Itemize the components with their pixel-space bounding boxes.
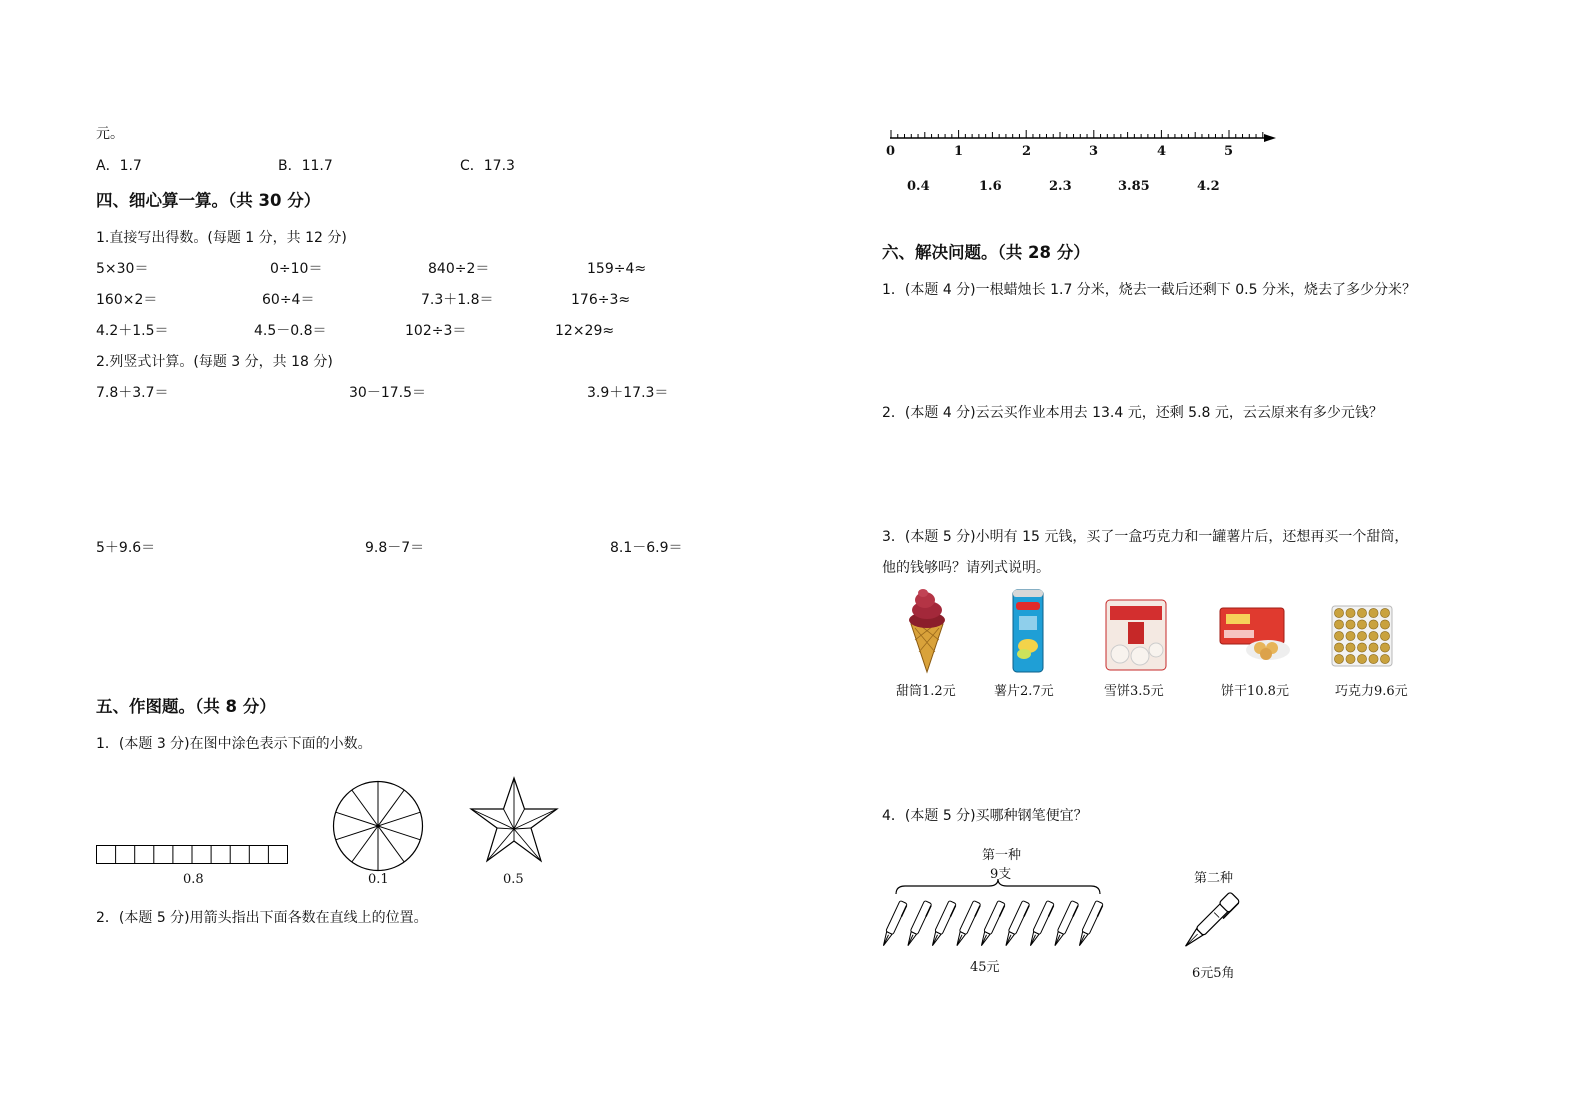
vertical-calc-item: 5＋9.6＝: [96, 540, 156, 556]
chocolate-ball: [1380, 620, 1389, 629]
section-5-q1: 1．(本题 3 分)在图中涂色表示下面的小数。: [96, 736, 372, 752]
chocolate-ball: [1346, 608, 1355, 617]
chocolate-ball: [1346, 620, 1355, 629]
calc-item: 159÷4≈: [587, 261, 647, 277]
pen-icon: [904, 900, 932, 947]
ice-cream-cone-icon: [905, 588, 949, 674]
calc-item: 0÷10＝: [270, 261, 323, 277]
section-5-title: 五、作图题。（共 8 分）: [96, 697, 276, 716]
chocolate-ball: [1357, 631, 1366, 640]
chocolate-ball: [1380, 631, 1389, 640]
chocolate-ball: [1369, 631, 1378, 640]
number-line-tick-label: 2: [1022, 144, 1032, 159]
section-4-title: 四、细心算一算。（共 30 分）: [96, 191, 321, 210]
product-label: 巧克力9.6元: [1335, 684, 1408, 699]
calc-item: 176÷3≈: [571, 292, 631, 308]
pens-group-icon: [880, 898, 1104, 952]
pen-type-1-label: 第一种: [982, 848, 1022, 863]
calc-item: 840÷2＝: [428, 261, 490, 277]
calc-item: 12×29≈: [555, 323, 615, 339]
section-4-q1-title: 1.直接写出得数。(每题 1 分，共 12 分): [96, 230, 347, 246]
section-6-q2: 2．(本题 4 分)云云买作业本用去 13.4 元，还剩 5.8 元，云云原来有多少元钱？: [882, 405, 1383, 421]
calc-item: 60÷4＝: [262, 292, 315, 308]
pen-type-1-price: 45元: [970, 960, 1000, 975]
chocolate-ball: [1357, 654, 1366, 663]
number-line-tick-label: 4: [1157, 144, 1167, 159]
number-to-mark: 2.3: [1049, 179, 1072, 194]
vertical-calc-item: 9.8－7＝: [365, 540, 425, 556]
pen-icon: [929, 900, 957, 947]
chocolate-ball: [1357, 620, 1366, 629]
calc-item: 160×2＝: [96, 292, 158, 308]
option-b: B．11.7: [278, 158, 333, 174]
product-label: 雪饼3.5元: [1104, 684, 1164, 699]
chocolate-ball: [1369, 654, 1378, 663]
chocolate-ball: [1334, 654, 1343, 663]
chocolate-ball: [1369, 643, 1378, 652]
number-to-mark: 4.2: [1197, 179, 1220, 194]
section-6-title: 六、解决问题。（共 28 分）: [882, 243, 1090, 262]
pen-icon: [978, 900, 1006, 947]
vertical-calc-item: 3.9＋17.3＝: [587, 385, 669, 401]
product-label: 甜筒1.2元: [896, 684, 956, 699]
chocolate-ball: [1369, 620, 1378, 629]
calc-item: 4.2＋1.5＝: [96, 323, 169, 339]
pen-type-2-price: 6元5角: [1192, 966, 1235, 981]
rice-cracker-bag-icon: [1104, 598, 1168, 672]
section-6-q3-line2: 他的钱够吗？请列式说明。: [882, 560, 1050, 576]
chocolate-ball: [1380, 654, 1389, 663]
chocolate-ball: [1346, 643, 1355, 652]
chocolate-ball: [1334, 620, 1343, 629]
pen-icon: [1002, 900, 1030, 947]
chocolate-ball: [1334, 643, 1343, 652]
number-to-mark: 3.85: [1118, 179, 1150, 194]
pen-type-2-label: 第二种: [1194, 871, 1234, 886]
vertical-calc-item: 8.1－6.9＝: [610, 540, 683, 556]
chocolate-ball: [1334, 608, 1343, 617]
product-label: 薯片2.7元: [994, 684, 1054, 699]
circle-caption: 0.1: [368, 872, 389, 887]
star-caption: 0.5: [503, 872, 524, 887]
section-5-q2: 2．(本题 5 分)用箭头指出下面各数在直线上的位置。: [96, 910, 428, 926]
chocolate-box-icon: [1330, 604, 1394, 668]
option-a: A．1.7: [96, 158, 142, 174]
calc-item: 7.3＋1.8＝: [421, 292, 494, 308]
ten-part-star[interactable]: [469, 777, 559, 867]
pen-icon: [1051, 900, 1079, 947]
biscuit-pack-icon: [1218, 606, 1292, 662]
calc-item: 5×30＝: [96, 261, 149, 277]
bar-caption: 0.8: [183, 872, 204, 887]
pen-type-1-count: 9支: [990, 867, 1012, 882]
carry-text: 元。: [96, 126, 124, 142]
chips-can-icon: [1010, 588, 1046, 674]
pen-icon: [880, 900, 908, 947]
chocolate-ball: [1334, 631, 1343, 640]
fountain-pen-icon: [1170, 890, 1240, 962]
number-to-mark: 1.6: [979, 179, 1002, 194]
pen-icon: [1076, 900, 1104, 947]
ten-cell-bar[interactable]: [96, 845, 289, 865]
section-6-q3-line1: 3．(本题 5 分)小明有 15 元钱，买了一盒巧克力和一罐薯片后，还想再买一个甜筒，: [882, 529, 1409, 545]
option-c: C．17.3: [460, 158, 515, 174]
section-6-q1: 1．(本题 4 分)一根蜡烛长 1.7 分米，烧去一截后还剩下 0.5 分米，烧去了多少分米？: [882, 282, 1416, 298]
chocolate-ball: [1357, 643, 1366, 652]
vertical-calc-item: 30－17.5＝: [349, 385, 426, 401]
chocolate-ball: [1346, 631, 1355, 640]
section-4-q2-title: 2.列竖式计算。(每题 3 分，共 18 分): [96, 354, 333, 370]
pen-icon: [1027, 900, 1055, 947]
number-line-tick-label: 1: [954, 144, 964, 159]
pen-icon: [953, 900, 981, 947]
product-label: 饼干10.8元: [1221, 684, 1289, 699]
calc-item: 102÷3＝: [405, 323, 467, 339]
number-to-mark: 0.4: [907, 179, 930, 194]
brace: [895, 878, 1101, 896]
vertical-calc-item: 7.8＋3.7＝: [96, 385, 169, 401]
chocolate-ball: [1369, 608, 1378, 617]
chocolate-ball: [1380, 608, 1389, 617]
chocolate-ball: [1357, 608, 1366, 617]
number-line-tick-label: 3: [1089, 144, 1099, 159]
chocolate-ball: [1380, 643, 1389, 652]
section-6-q4: 4．(本题 5 分)买哪种钢笔便宜？: [882, 808, 1088, 824]
number-line-tick-label: 0: [886, 144, 896, 159]
calc-item: 4.5－0.8＝: [254, 323, 327, 339]
number-line-tick-label: 5: [1224, 144, 1234, 159]
ten-sector-circle[interactable]: [332, 780, 424, 872]
chocolate-ball: [1346, 654, 1355, 663]
